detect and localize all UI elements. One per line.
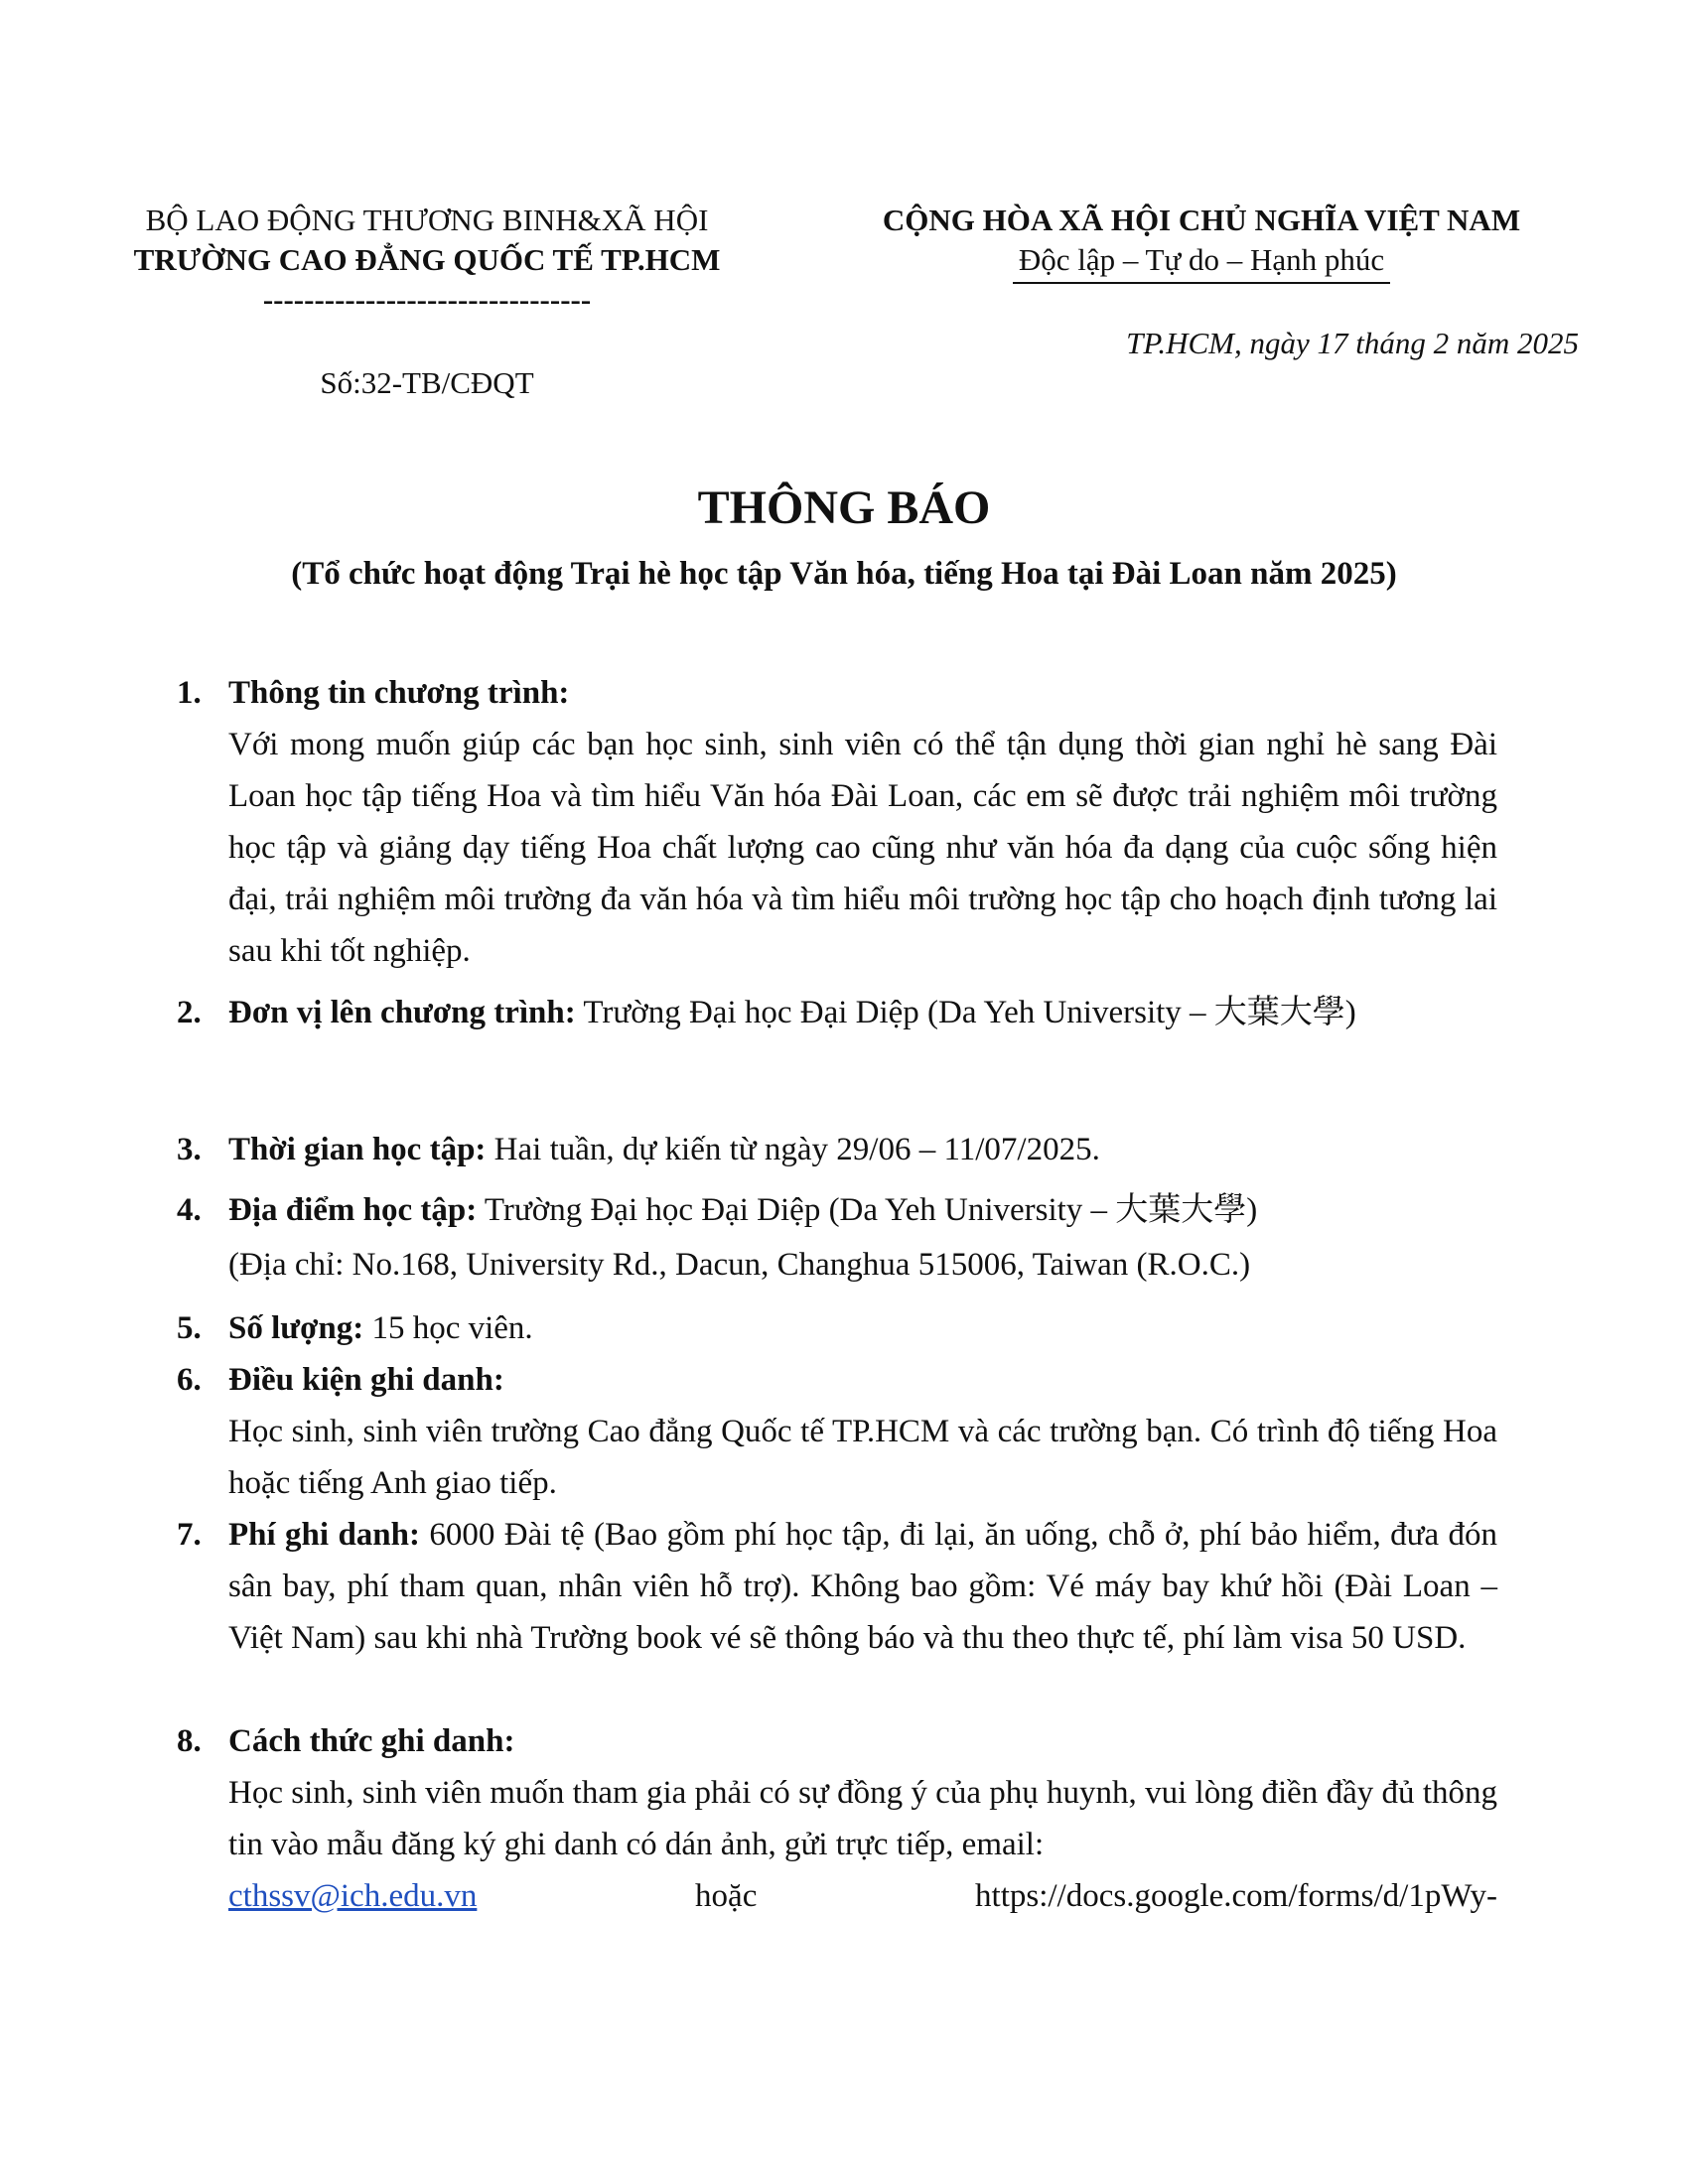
item-label: Thông tin chương trình: <box>228 675 570 711</box>
list-item-fee <box>177 1509 1497 1664</box>
item-number: 1. <box>177 675 202 711</box>
email-link[interactable]: cthssv@ich.edu.vn <box>228 1878 478 1914</box>
item-label: Cách thức ghi danh: <box>228 1723 515 1759</box>
item-label: Đơn vị lên chương trình: <box>228 995 576 1030</box>
item-label: Địa điểm học tập: <box>228 1192 478 1228</box>
list-item-organizer <box>177 977 1497 1048</box>
list-item-eligibility <box>177 1354 1497 1509</box>
item-number: 6. <box>177 1362 202 1398</box>
list-item-study-time <box>177 1120 1497 1179</box>
registration-links <box>228 1870 1497 1922</box>
document-number: Số:32-TB/CĐQT <box>320 365 534 400</box>
page-title: THÔNG BÁO <box>697 481 991 534</box>
date-line: TP.HCM, ngày 17 tháng 2 năm 2025 <box>1126 326 1579 360</box>
page-subtitle: (Tổ chức hoạt động Trại hè học tập Văn hóa, tiếng Hoa tại Đài Loan năm 2025) <box>291 556 1397 592</box>
item-label: Số lượng: <box>228 1310 364 1346</box>
header-divider: -------------------------------- <box>262 282 592 317</box>
item-label: Điều kiện ghi danh: <box>228 1362 504 1398</box>
item-text: Học sinh, sinh viên trường Cao đẳng Quốc tế TP.HCM và các trường bạn. Có trình độ tiếng Hoa hoặc tiếng Anh giao tiếp. <box>228 1414 1497 1501</box>
ministry-name: BỘ LAO ĐỘNG THƯƠNG BINH&XÃ HỘI <box>145 203 709 237</box>
item-text: 6000 Đài tệ (Bao gồm phí học tập, đi lại, ăn uống, chỗ ở, phí bảo hiểm, đưa đón sân bay, phí tham quan, nhân viên hỗ trợ). Không bao gồm: Vé máy bay khứ hồi (Đài Loan – Việt Nam) sau khi nhà Trường book vé sẽ thông báo và thu theo thực tế, phí làm visa 50 USD. <box>228 1517 1497 1656</box>
item-text: 15 học viên. <box>371 1310 533 1346</box>
item-number: 4. <box>177 1192 202 1228</box>
republic-name: CỘNG HÒA XÃ HỘI CHỦ NGHĨA VIỆT NAM <box>882 203 1521 237</box>
item-text: Trường Đại học Đại Diệp (Da Yeh University – 大葉大學) <box>583 995 1356 1030</box>
list-item-study-location <box>177 1181 1497 1291</box>
item-number: 3. <box>177 1132 202 1167</box>
item-label: Phí ghi danh: <box>228 1517 420 1553</box>
or-word: hoặc <box>695 1878 758 1914</box>
list-item-program-info <box>177 667 1497 977</box>
item-number: 8. <box>177 1723 202 1759</box>
item-text: Với mong muốn giúp các bạn học sinh, sinh viên có thể tận dụng thời gian nghỉ hè sang Đài Loan học tập tiếng Hoa và tìm hiểu Văn hóa Đài Loan, các em sẽ được trải nghiệm môi trường học tập và giảng dạy tiếng Hoa chất lượng cao cũng như văn hóa đa dạng của cuộc sống hiện đại, trải nghiệm môi trường đa văn hóa và tìm hiểu môi trường học tập cho hoạch định tương lai sau khi tốt nghiệp. <box>228 727 1497 969</box>
item-text: Học sinh, sinh viên muốn tham gia phải có sự đồng ý của phụ huynh, vui lòng điền đầy đủ thông tin vào mẫu đăng ký ghi danh có dán ảnh, gửi trực tiếp, email: <box>228 1775 1497 1862</box>
item-address: (Địa chỉ: No.168, University Rd., Dacun, Changhua 515006, Taiwan (R.O.C.) <box>228 1247 1251 1283</box>
item-text: Trường Đại học Đại Diệp (Da Yeh University – 大葉大學) <box>484 1192 1258 1228</box>
national-motto: Độc lập – Tự do – Hạnh phúc <box>1013 240 1390 284</box>
item-label: Thời gian học tập: <box>228 1132 487 1167</box>
list-item-quantity <box>177 1302 1497 1354</box>
list-item-registration <box>177 1715 1497 1922</box>
item-text: Hai tuần, dự kiến từ ngày 29/06 – 11/07/2025. <box>493 1132 1100 1167</box>
form-url[interactable]: https://docs.google.com/forms/d/1pWy- <box>975 1878 1497 1914</box>
item-number: 2. <box>177 995 202 1030</box>
item-number: 5. <box>177 1310 202 1346</box>
motto-line <box>814 240 1589 284</box>
school-name: TRƯỜNG CAO ĐẲNG QUỐC TẾ TP.HCM <box>133 242 721 277</box>
item-number: 7. <box>177 1517 202 1553</box>
